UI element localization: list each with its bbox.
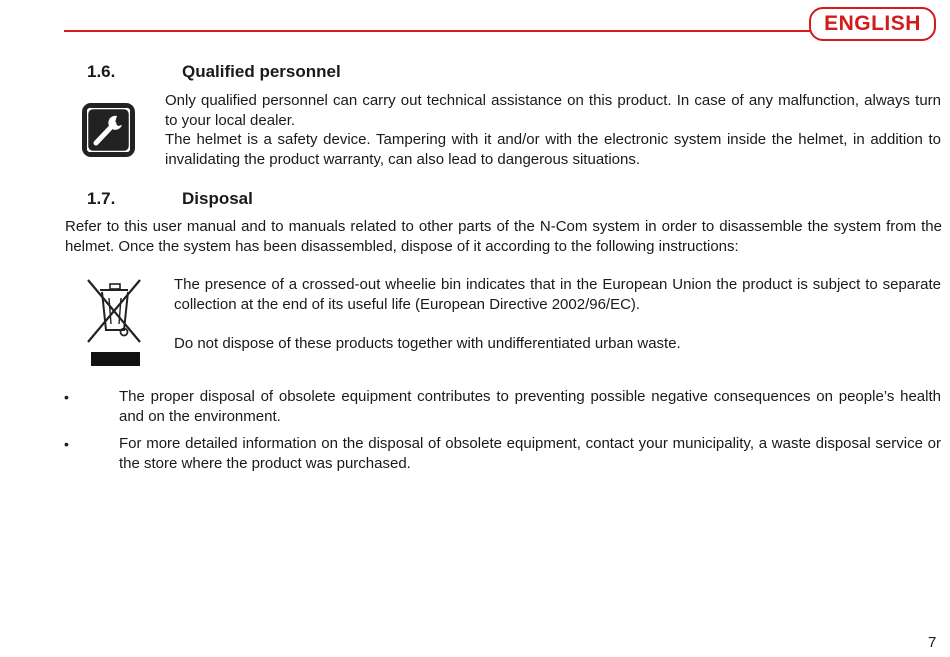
- page-number: 7: [928, 634, 937, 651]
- bullet-icon: •: [64, 436, 69, 452]
- section-title: Disposal: [182, 189, 253, 208]
- section-title: Qualified personnel: [182, 62, 341, 81]
- wrench-icon: [82, 103, 135, 157]
- qualified-paragraph-1: Only qualified personnel can carry out technical assistance on this product. In case of any malfunction, always turn to your local dealer.: [165, 92, 941, 129]
- language-label: ENGLISH: [824, 12, 921, 35]
- bullet-item: For more detailed information on the disposal of obsolete equipment, contact your municipality, a waste disposal service or the store where the product was purchased.: [119, 435, 941, 472]
- language-badge: [809, 7, 936, 41]
- section-number: 1.6.: [87, 62, 116, 81]
- bin-warning: Do not dispose of these products together with undifferentiated urban waste.: [174, 335, 681, 352]
- section-number: 1.7.: [87, 189, 116, 208]
- bullet-icon: •: [64, 389, 69, 405]
- crossed-out-wheelie-bin-icon: [84, 276, 146, 370]
- disposal-intro: Refer to this user manual and to manuals related to other parts of the N-Com system in order to disassemble the system from the helmet. Once the system has been disassembled, dispose of it according to the following instructions:: [65, 218, 942, 255]
- bullet-item: The proper disposal of obsolete equipment contributes to preventing possible negative consequences on people’s health and on the environment.: [119, 388, 941, 425]
- qualified-paragraph-2: The helmet is a safety device. Tampering with it and/or with the electronic system inside the helmet, in addition to invalidating the product warranty, can also lead to dangerous situations.: [165, 131, 941, 168]
- header-rule: [64, 30, 812, 32]
- bin-explanation: The presence of a crossed-out wheelie bin indicates that in the European Union the product is subject to separate collection at the end of its useful life (European Directive 2002/96/EC).: [174, 276, 941, 313]
